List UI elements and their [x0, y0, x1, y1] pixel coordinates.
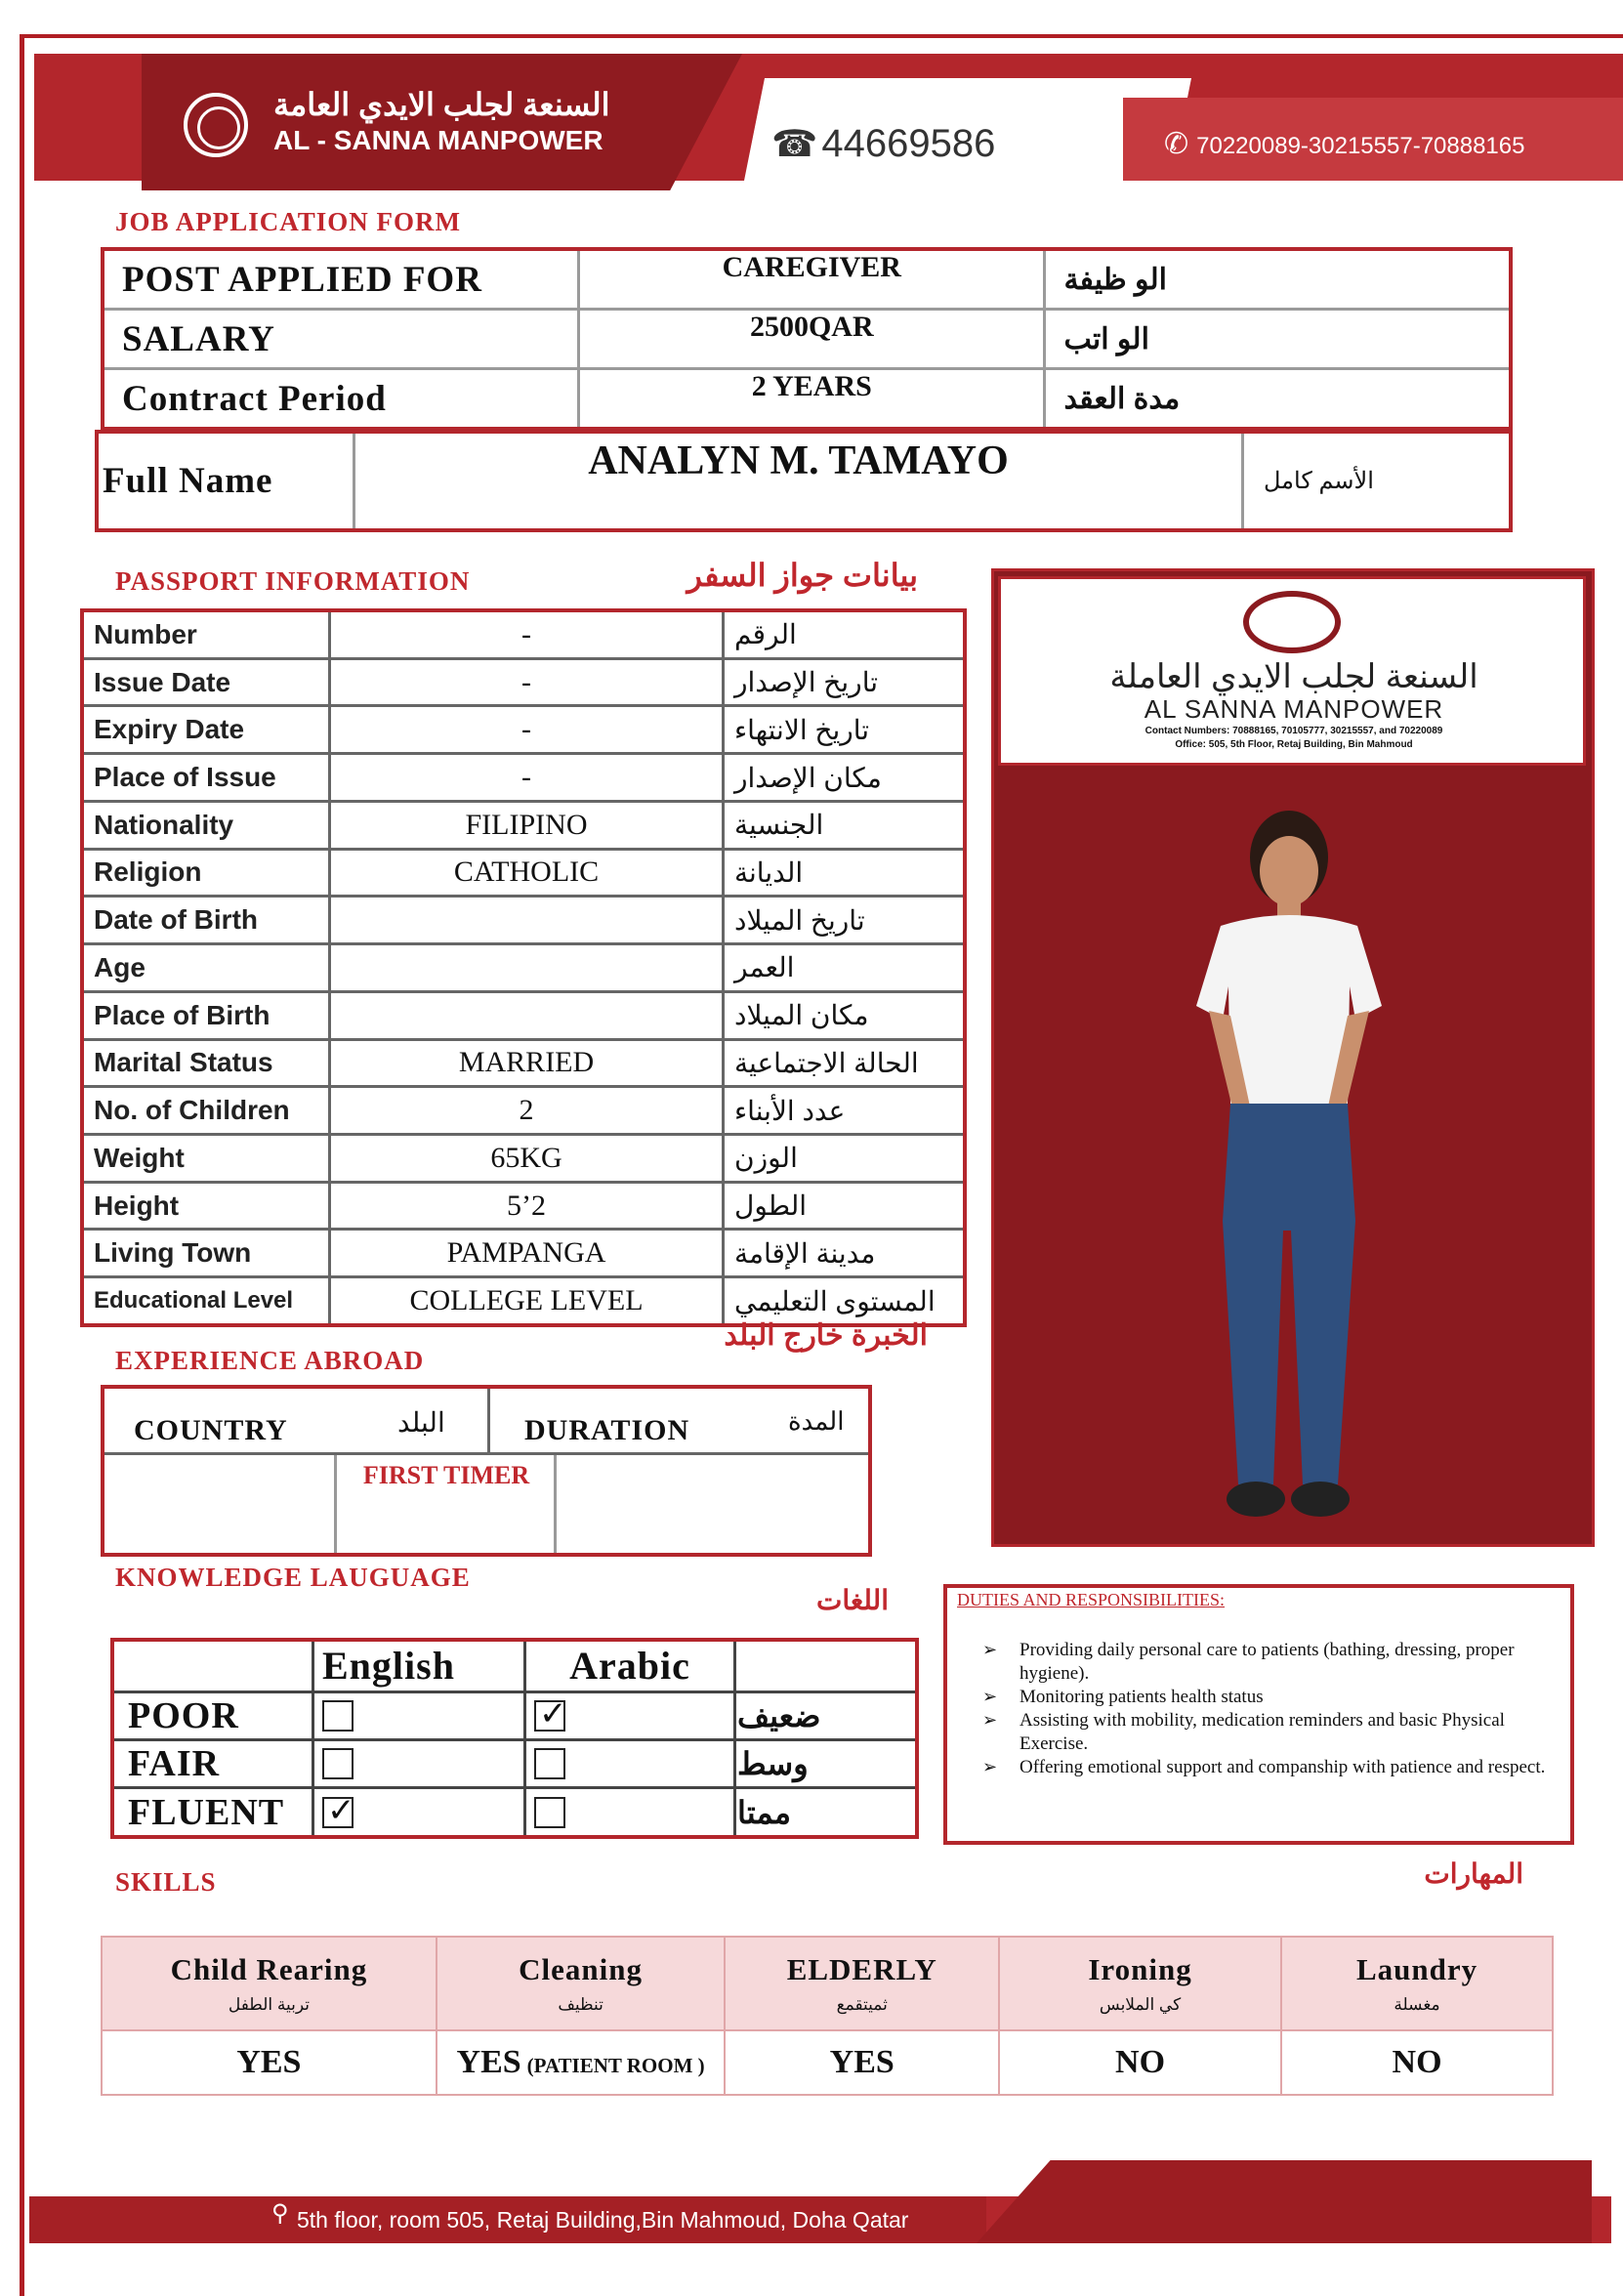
- table-row: [82, 897, 965, 944]
- country-header: COUNTRY: [134, 1414, 288, 1446]
- arabic-level-checkbox[interactable]: [534, 1700, 565, 1732]
- table-row: [82, 801, 965, 849]
- skills-table: [101, 1936, 1554, 2096]
- post-value: CAREGIVER: [579, 249, 1045, 310]
- passport-field-label: Nationality: [82, 801, 330, 849]
- location-pin-icon: ⚲: [271, 2200, 289, 2227]
- passport-field-label: Living Town: [82, 1230, 330, 1277]
- skill-header-cell: [102, 1937, 437, 2030]
- passport-field-label-arabic: الديانة: [724, 849, 966, 897]
- passport-field-label-arabic: الحالة الاجتماعية: [724, 1039, 966, 1087]
- mobile-numbers: 70220089-30215557-70888165: [1196, 133, 1525, 159]
- full-name-value: ANALYN M. TAMAYO: [354, 432, 1243, 530]
- table-row: [82, 1087, 965, 1135]
- passport-field-label-arabic: الرقم: [724, 610, 966, 658]
- list-item: ➢ Monitoring patients health status: [982, 1686, 1559, 1709]
- passport-field-value: PAMPANGA: [330, 1230, 724, 1277]
- passport-field-label-arabic: الوزن: [724, 1134, 966, 1182]
- mobile-phone-icon: ✆: [1164, 128, 1189, 160]
- passport-field-value: 65KG: [330, 1134, 724, 1182]
- divider: [554, 1455, 557, 1553]
- table-row: [112, 1788, 917, 1837]
- skill-name: Cleaning: [519, 1952, 644, 1986]
- experience-section-title-arabic: الخبرة خارج البلد: [724, 1319, 928, 1352]
- table-row: [82, 610, 965, 658]
- photo-logo-arabic: السنعة لجلب الايدي العاملة: [1109, 658, 1478, 695]
- skill-value-cell: [999, 2030, 1281, 2095]
- passport-field-label-arabic: عدد الأبناء: [724, 1087, 966, 1135]
- passport-field-value: -: [330, 658, 724, 706]
- english-level-checkbox[interactable]: [322, 1748, 354, 1779]
- contract-label-arabic: مدة العقد: [1045, 369, 1511, 430]
- skill-name: Ironing: [1088, 1952, 1192, 1986]
- english-level-checkbox[interactable]: [322, 1700, 354, 1732]
- passport-field-value: FILIPINO: [330, 801, 724, 849]
- language-level-label-arabic: وسط: [735, 1740, 918, 1788]
- table-row: [82, 849, 965, 897]
- experience-entry: FIRST TIMER: [362, 1461, 530, 1489]
- arabic-level-cell: [525, 1788, 735, 1837]
- arabic-column-header: Arabic: [525, 1640, 735, 1691]
- passport-field-value: -: [330, 706, 724, 754]
- globe-logo-icon: [184, 93, 248, 157]
- skill-value-cell: [1281, 2030, 1553, 2095]
- arabic-level-checkbox[interactable]: [534, 1748, 565, 1779]
- header-mobile: [1164, 127, 1623, 166]
- skill-name-arabic: تنظيف: [558, 1995, 603, 2014]
- table-row: [82, 1230, 965, 1277]
- passport-field-label: No. of Children: [82, 1087, 330, 1135]
- table-row: [82, 1134, 965, 1182]
- table-row: [82, 944, 965, 992]
- passport-field-label: Number: [82, 610, 330, 658]
- english-level-cell: [313, 1740, 525, 1788]
- skills-value-row: [102, 2030, 1553, 2095]
- post-label-arabic: الو ظيفة: [1045, 249, 1511, 310]
- skill-name-arabic: تربية الطفل: [228, 1995, 310, 2014]
- passport-field-label: Marital Status: [82, 1039, 330, 1087]
- passport-field-label-arabic: مكان الميلاد: [724, 991, 966, 1039]
- table-row: [82, 658, 965, 706]
- duties-box: [943, 1584, 1574, 1845]
- english-level-cell: [313, 1691, 525, 1739]
- list-item: ➢ Providing daily personal care to patients (bathing, dressing, proper hygiene).: [982, 1639, 1559, 1686]
- skill-value-cell: [437, 2030, 726, 2095]
- full-name-label-arabic: الأسم كامل: [1243, 432, 1512, 530]
- list-item: ➢ Offering emotional support and companship with patience and respect.: [982, 1756, 1559, 1779]
- duration-header: DURATION: [524, 1414, 690, 1446]
- passport-field-label: Date of Birth: [82, 897, 330, 944]
- skill-header-cell: [437, 1937, 726, 2030]
- footer-address: 5th floor, room 505, Retaj Building,Bin Mahmoud, Doha Qatar: [297, 2207, 909, 2233]
- page-border-top: [20, 34, 1623, 38]
- skill-value-note: (PATIENT ROOM ): [526, 2054, 705, 2077]
- skill-header-cell: [1281, 1937, 1553, 2030]
- passport-field-label: Expiry Date: [82, 706, 330, 754]
- passport-field-value: MARRIED: [330, 1039, 724, 1087]
- telephone-icon: ☎: [771, 124, 818, 165]
- full-name-label: Full Name: [97, 432, 354, 530]
- duration-header-arabic: المدة: [788, 1406, 845, 1436]
- divider: [487, 1389, 490, 1455]
- skill-value-cell: [102, 2030, 437, 2095]
- table-row: [82, 1039, 965, 1087]
- language-level-label-arabic: ضعيف: [735, 1691, 918, 1739]
- skills-section-title: SKILLS: [115, 1867, 217, 1897]
- skill-name: ELDERLY: [786, 1952, 937, 1986]
- skills-section-title-arabic: المهارات: [1424, 1858, 1523, 1889]
- skill-value-cell: [725, 2030, 999, 2095]
- skill-header-cell: [725, 1937, 999, 2030]
- divider: [334, 1455, 337, 1553]
- table-row: [112, 1691, 917, 1739]
- table-row: [82, 754, 965, 802]
- salary-value: 2500QAR: [579, 310, 1045, 369]
- skill-value: YES: [829, 2044, 895, 2080]
- contract-label: Contract Period: [103, 369, 579, 430]
- passport-field-label-arabic: المستوى التعليمي: [724, 1277, 966, 1325]
- language-section-title-arabic: اللغات: [816, 1585, 889, 1615]
- passport-field-value: CATHOLIC: [330, 849, 724, 897]
- country-header-arabic: البلد: [397, 1407, 445, 1438]
- passport-field-value: -: [330, 754, 724, 802]
- language-section-title: KNOWLEDGE LAUGUAGE: [115, 1563, 471, 1592]
- passport-field-label-arabic: مكان الإصدار: [724, 754, 966, 802]
- passport-section-title-arabic: بيانات جواز السفر: [687, 558, 918, 593]
- passport-field-value: [330, 991, 724, 1039]
- passport-field-label-arabic: مدينة الإقامة: [724, 1230, 966, 1277]
- language-level-label: FLUENT: [112, 1788, 313, 1837]
- english-column-header: English: [313, 1640, 525, 1691]
- company-name-arabic: السنعة لجلب الايدي العامة: [273, 87, 610, 122]
- experience-section-title: EXPERIENCE ABROAD: [115, 1346, 425, 1375]
- skill-value: NO: [1392, 2044, 1442, 2080]
- photo-company-logo-card: [998, 576, 1586, 766]
- table-row: [103, 369, 1511, 430]
- skill-header-cell: [999, 1937, 1281, 2030]
- globe-logo-icon: [1243, 591, 1341, 653]
- experience-table: [101, 1385, 872, 1557]
- passport-field-label: Educational Level: [82, 1277, 330, 1325]
- table-row: [112, 1740, 917, 1788]
- passport-field-label-arabic: تاريخ الميلاد: [724, 897, 966, 944]
- skill-name: Child Rearing: [170, 1952, 368, 1986]
- passport-field-label: Religion: [82, 849, 330, 897]
- table-row: [112, 1640, 917, 1691]
- skill-name: Laundry: [1355, 1952, 1478, 1986]
- skills-header-row: [102, 1937, 1553, 2030]
- language-level-label: FAIR: [112, 1740, 313, 1788]
- passport-field-label: Place of Birth: [82, 991, 330, 1039]
- table-row: [82, 991, 965, 1039]
- skill-value: YES: [236, 2044, 302, 2080]
- passport-field-label-arabic: الطول: [724, 1182, 966, 1230]
- header-phone: [771, 122, 1064, 171]
- passport-field-value: COLLEGE LEVEL: [330, 1277, 724, 1325]
- language-table: [110, 1638, 919, 1839]
- photo-logo-office: Office: 505, 5th Floor, Retaj Building, Bin Mahmoud: [1175, 739, 1413, 750]
- passport-field-label-arabic: تاريخ الإصدار: [724, 658, 966, 706]
- list-item: ➢ Assisting with mobility, medication reminders and basic Physical Exercise.: [982, 1709, 1559, 1756]
- passport-field-value: 2: [330, 1087, 724, 1135]
- passport-field-value: 5’2: [330, 1182, 724, 1230]
- passport-field-label: Place of Issue: [82, 754, 330, 802]
- language-level-label: POOR: [112, 1691, 313, 1739]
- passport-field-label: Weight: [82, 1134, 330, 1182]
- passport-field-label: Age: [82, 944, 330, 992]
- table-row: [82, 706, 965, 754]
- skill-value: YES: [456, 2044, 521, 2080]
- arabic-level-cell: [525, 1691, 735, 1739]
- job-summary-table: [101, 247, 1513, 431]
- arabic-level-checkbox[interactable]: [534, 1797, 565, 1828]
- passport-field-label-arabic: الجنسية: [724, 801, 966, 849]
- english-level-checkbox[interactable]: [322, 1797, 354, 1828]
- table-row: [103, 310, 1511, 369]
- company-name-english: AL - SANNA MANPOWER: [273, 125, 603, 155]
- passport-field-value: [330, 944, 724, 992]
- passport-field-label-arabic: العمر: [724, 944, 966, 992]
- english-level-cell: [313, 1788, 525, 1837]
- table-row: [103, 249, 1511, 310]
- skill-name-arabic: كي الملابس: [1099, 1995, 1182, 2014]
- salary-label: SALARY: [103, 310, 579, 369]
- skill-value: NO: [1115, 2044, 1166, 2080]
- passport-table: [80, 608, 967, 1327]
- photo-logo-english: AL SANNA MANPOWER: [1144, 694, 1444, 724]
- applicant-photo: [1182, 811, 1396, 1533]
- contract-value: 2 YEARS: [579, 369, 1045, 430]
- language-level-label-arabic: ممتا: [735, 1788, 918, 1837]
- phone-number: 44669586: [821, 122, 996, 165]
- passport-field-value: -: [330, 610, 724, 658]
- passport-field-label: Issue Date: [82, 658, 330, 706]
- duties-list: [982, 1639, 1559, 1824]
- arabic-level-cell: [525, 1740, 735, 1788]
- page-border-left: [20, 34, 24, 2296]
- passport-section-title: PASSPORT INFORMATION: [115, 566, 471, 596]
- table-row: [82, 1182, 965, 1230]
- passport-field-label: Height: [82, 1182, 330, 1230]
- table-row: [97, 432, 1511, 530]
- skill-name-arabic: مغسلة: [1394, 1995, 1440, 2014]
- photo-logo-contact: Contact Numbers: 70888165, 70105777, 30215557, and 70220089: [1144, 726, 1443, 736]
- passport-field-label-arabic: تاريخ الانتهاء: [724, 706, 966, 754]
- form-title: JOB APPLICATION FORM: [115, 207, 462, 236]
- salary-label-arabic: الو اتب: [1045, 310, 1511, 369]
- full-name-table: [95, 430, 1513, 532]
- skill-name-arabic: ثميتقمع: [836, 1995, 888, 2014]
- duties-title: DUTIES AND RESPONSIBILITIES:: [957, 1590, 1226, 1609]
- passport-field-value: [330, 897, 724, 944]
- post-label: POST APPLIED FOR: [103, 249, 579, 310]
